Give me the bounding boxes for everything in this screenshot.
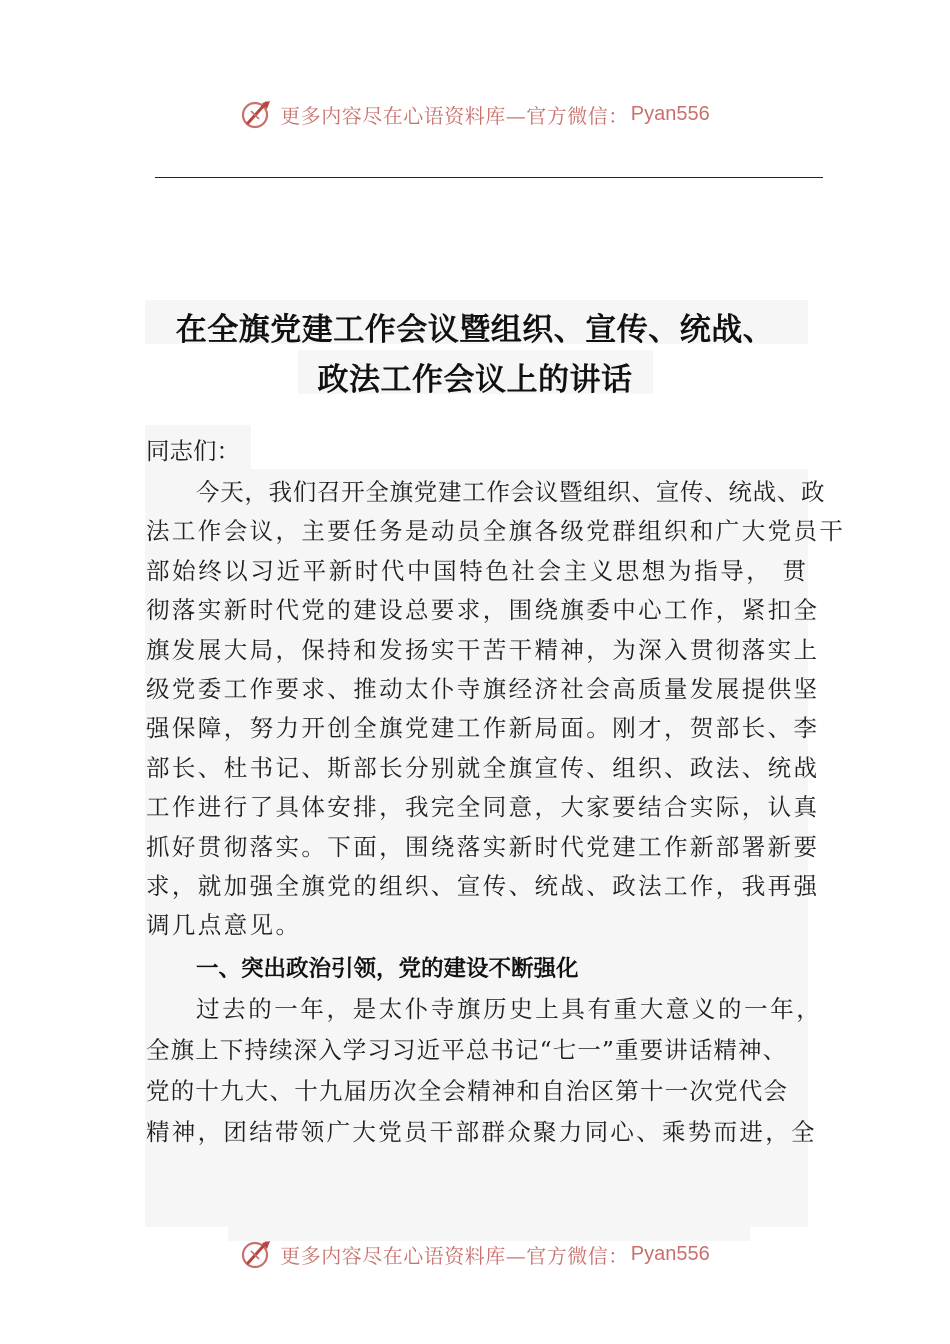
paragraph-2-line: 精神，团结带领广大党员干部群众聚力同心、乘势而进，全 <box>146 1118 817 1146</box>
quill-logo-icon <box>240 1237 274 1271</box>
paragraph-1-line: 彻落实新时代党的建设总要求，围绕旗委中心工作，紧扣全 <box>146 596 820 625</box>
paragraph-2-line: 过去的一年，是太仆寺旗历史上具有重大意义的一年， <box>196 995 823 1023</box>
watermark-text: 更多内容尽在心语资料库—官方微信： <box>280 1243 629 1268</box>
paragraph-1-line: 强保障，努力开创全旗党建工作新局面。刚才，贺部长、李 <box>146 714 820 743</box>
section-1-heading: 一、突出政治引领，党的建设不断强化 <box>196 956 579 982</box>
salutation-text: 同志们： <box>146 437 240 465</box>
paragraph-1-line: 求，就加强全旗党的组织、宣传、统战、政法工作，我再强 <box>146 872 820 900</box>
paragraph-2-line: 全旗上下持续深入学习习近平总书记“七一”重要讲话精神、 <box>146 1036 788 1064</box>
paragraph-1-line: 部始终以习近平新时代中国特色社会主义思想为指导， 贯 <box>146 556 809 585</box>
footer-watermark <box>0 1232 950 1276</box>
paragraph-1-line: 级党委工作要求、推动太仆寺旗经济社会高质量发展提供坚 <box>146 675 820 703</box>
quill-logo-icon <box>240 97 274 131</box>
paragraph-1-line: 工作进行了具体安排，我完全同意，大家要结合实际，认真 <box>146 793 820 822</box>
header-divider <box>155 177 823 178</box>
watermark-text: 更多内容尽在心语资料库—官方微信： <box>280 103 629 128</box>
watermark-wechat-id: Pyan556 <box>630 1242 710 1265</box>
paragraph-1-line: 调几点意见。 <box>146 911 302 940</box>
paragraph-1-line: 法工作会议，主要任务是动员全旗各级党群组织和广大党员干 <box>146 517 846 546</box>
paragraph-1-line: 今天，我们召开全旗党建工作会议暨组织、宣传、统战、政 <box>196 478 826 506</box>
paragraph-1-line: 抓好贯彻落实。下面，围绕落实新时代党建工作新部署新要 <box>146 832 820 861</box>
document-title-line1: 在全旗党建工作会议暨组织、宣传、统战、 <box>175 312 775 348</box>
paragraph-1-line: 部长、杜书记、斯部长分别就全旗宣传、组织、政法、统战 <box>146 753 820 782</box>
paragraph-1-line: 旗发展大局，保持和发扬实干苦干精神，为深入贯彻落实上 <box>146 635 820 664</box>
paragraph-2-line: 党的十九大、十九届历次全会精神和自治区第十一次党代会 <box>146 1077 789 1105</box>
watermark-wechat-id: Pyan556 <box>630 102 710 125</box>
header-watermark <box>0 92 950 136</box>
document-title-line2: 政法工作会议上的讲话 <box>317 362 633 398</box>
